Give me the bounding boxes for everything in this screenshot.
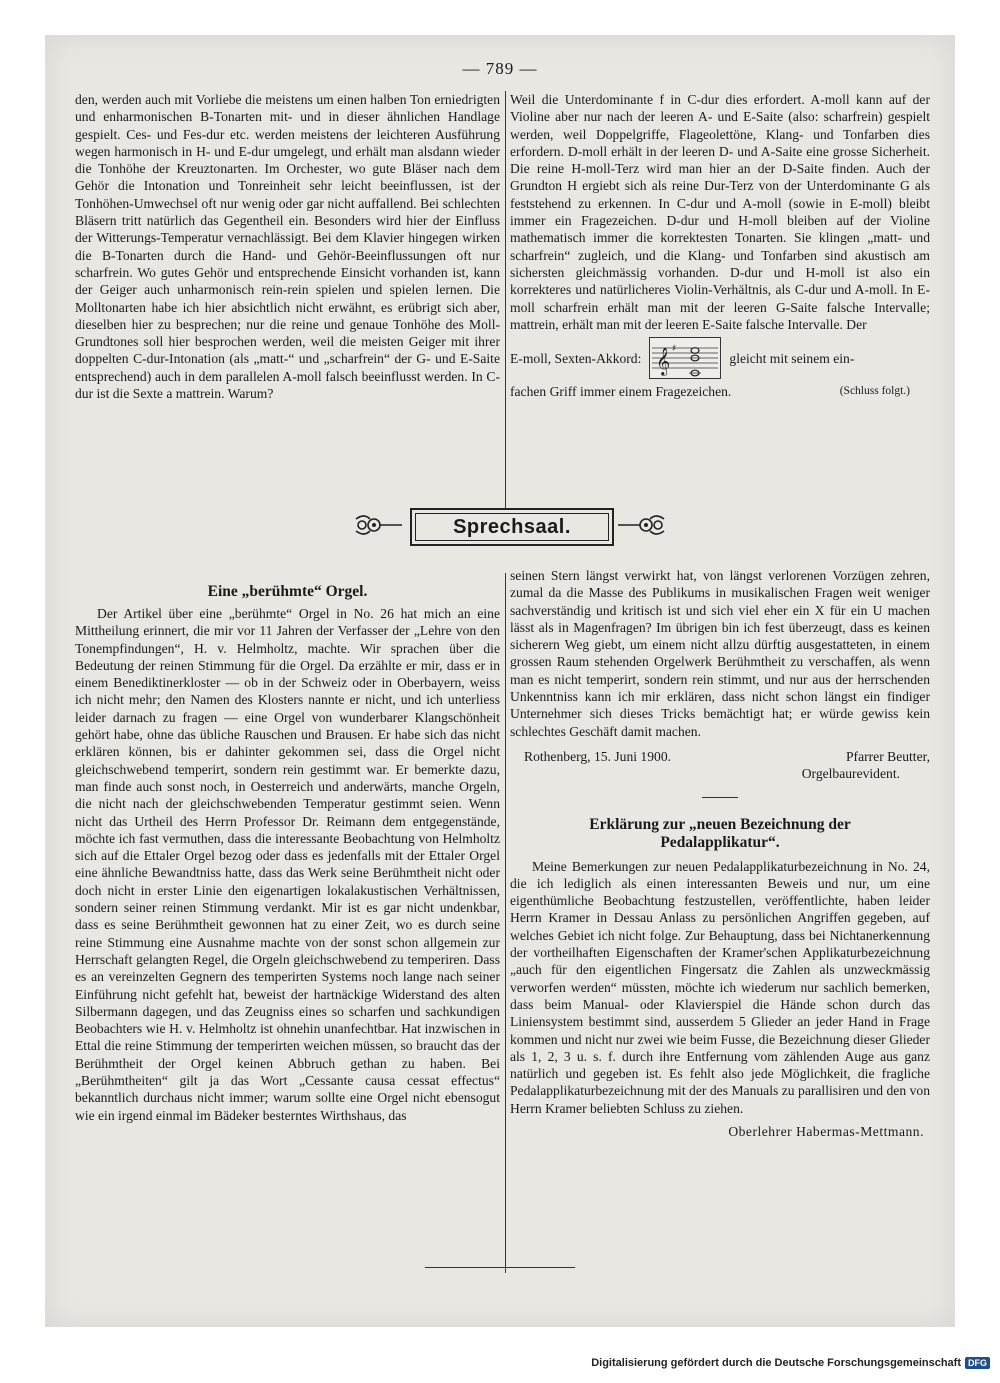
digitization-footer xyxy=(591,1357,990,1369)
dfg-logo: DFG xyxy=(965,1357,990,1369)
right-bottom-column xyxy=(510,567,930,1140)
music-example-line xyxy=(510,337,930,379)
continued-note: (Schluss folgt.) xyxy=(839,385,910,398)
music-suffix: gleicht mit seinem ein- xyxy=(729,350,855,366)
article1-text-right: seinen Stern längst verwirkt hat, von längst verlorenen Vorzügen zehren, zumal da die Masse des Publikums in musikalischen Fragen weit weniger sachverständig und kritisch ist und sich viel eher ein X für ein U machen lässt als in Magenfragen? Im übrigen bin ich fest überzeugt, dass es keinen sicherern Weg giebt, um einem nicht allzu dürftig ausgestatteten, in einem grossen Raum stehenden Orgelwerk Berühmtheit zu verschaffen, als wenn man es nicht temperirt, sondern rein stimmt, und nur aus der herrschenden Unkenntniss kann ich mir erklären, dass nicht schon längst ein findiger Unternehmer sich dieses Tricks bemächtigt hat; er würde gewiss kein schlechtes Geschäft damit machen. xyxy=(510,568,930,739)
footer-text: Digitalisierung gefördert durch die Deutsche Forschungsgemeinschaft xyxy=(591,1357,961,1369)
article1-left-column xyxy=(75,575,500,1124)
article2-author: Oberlehrer Habermas-Mettmann. xyxy=(728,1124,924,1140)
article1-place-date: Rothenberg, 15. Juni 1900. xyxy=(524,748,672,764)
top-right-last-line: fachen Griff immer einem Fragezeichen. xyxy=(510,384,732,400)
section-banner xyxy=(350,504,670,546)
chord-notation-icon xyxy=(649,337,721,379)
article2-text: Meine Bemerkungen zur neuen Pedalapplikaturbezeichnung in No. 24, die ich lediglich als einen interessanten Beweis und nur, um eine eigenthümliche Beobachtung festzustellen, veröffentlichte, haben leider Herrn Kramer in Dessau Anlass zu persönlichen Angriffen gegeben, auf welches Gebiet ich nicht folge. Zur Behauptung, dass bei Nichtanerkennung der vortheilhaften Eigenschaften der Kramer'schen Applikaturbezeichnung „auch für den eigentlichen Fingersatz die Zahlen als unzweckmässig verworfen werden“ müssten, möchte ich wiederum nur sachlich bemerken, dass beim Manual- oder Klavierspiel die Hände schon durch das Liniensystem bestimmt sind, ausserdem 5 Glieder an jeder Hand in Frage kommen und nicht nur zwei wie beim Fusse, die Bezeichnung dieser Glieder als 1, 2, 3 u. s. f. durch ihre Entfernung vom zählenden Auge aus ganz natürlich und gegeben ist. Es fehlt also jede Möglichkeit, die fragliche Pedalapplikaturbezeichnung mit der des Manuals zu parallisiren und den von Herrn Kramer beliebten Schluss zu ziehen. xyxy=(510,858,930,1116)
section-title-box xyxy=(410,508,614,546)
article1-author-role: Orgelbaurevident. xyxy=(801,766,900,782)
top-left-text: den, werden auch mit Vorliebe die meistens um einen halben Ton erniedrigten und enharmonischen B-Tonarten mit- und in dieser ähnlichen Handlage gespielt. Ces- und Fes-dur etc. werden meistens der leichteren Ausführung wegen harmonisch in H- und E-dur umgelegt, und erhält man alsdann wieder die Tonhöhe der Kreuztonarten. Im Orchester, wo gute Bläser nach dem Gehör die Intonation und Tonreinheit sehr leicht beeinflussen, ist der Tonhöhen-Umwechsel oft nur wenig oder gar nicht auffallend. Bei schlechten Bläsern tritt natürlich das Gegentheil ein. Besonders wird hier der Einfluss der Witterungs-Temperatur vernachlässigt. Bei dem Klavier hingegen wirken die B-Tonarten durch die Hand- und Gehör-Beeinflussungen oft nur scharfrein. Wo gutes Gehör und entsprechende Einsicht vorhanden ist, kann der Geiger auch unharmonisch rein-rein spielen und spielen lernen. Die Molltonarten habe ich hier absichtlich nicht erwähnt, es erübrigt sich aber, dieselben hier zu besprechen; nur die reine und genaue Tonhöhe des Moll-Grundtones soll hier besprochen werden, weil die meisten Geiger mit ihrer doppelten C-dur-Intonation (als „matt-“ und „scharfrein“ der G- und E-Saite entsprechend) auch in dem parallelen A-moll falsch beeinflusst werden. In C-dur ist die Sexte a mattrein. Warum? xyxy=(75,92,500,402)
top-right-text: Weil die Unterdominante f in C-dur dies erfordert. A-moll kann auf der Violine aber nur nach der leeren A- und E-Saite (also: scharfrein) gespielt werden, weil Doppelgriffe, Flageolettöne, Klang- und Tonfarben dies erfordern. D-moll erhält in der leeren D- und A-Saite eine grosse Sicherheit. Die reine H-moll-Terz wird man hier an der D-Saite finden. Auch der Grundton H ergiebt sich als reine Dur-Terz von der Unterdominante G als feststehend zu erkennen. In C-dur und A-moll (sowie in E-moll) bleibt immer ein Fragezeichen. D-dur und H-moll bleiben auf der Violine mathematisch immer die korrektesten Tonarten. Sie klingen „matt- und scharfrein“ zugleich, und die Klang- und Tonfarben sind akustisch am sichersten gleichmässig vorhanden. D-dur und H-moll ist also ein korrekteres und natürlicheres Violin-Verhältnis, als C-dur und A-moll. In E-moll scharfrein erhält man mit der leeren G-Saite falsche Intervalle; mattrein, erhält man mit der leeren E-Saite falsche Intervalle. Der xyxy=(510,92,930,332)
article2-title: Erklärung zur „neuen Bezeichnung der Pedalapplikatur“. xyxy=(589,815,851,851)
top-left-column xyxy=(75,91,500,511)
article-separator xyxy=(702,797,738,798)
column-divider-bottom xyxy=(505,573,506,1273)
page-number: — 789 — xyxy=(462,59,538,78)
article1-title: Eine „berühmte“ Orgel. xyxy=(207,583,368,600)
bottom-rule xyxy=(425,1267,575,1268)
article1-author-role-wrap xyxy=(510,765,930,782)
article2-author-wrap xyxy=(510,1123,930,1140)
music-prefix: E-moll, Sexten-Akkord: xyxy=(510,350,642,366)
section-title: Sprechsaal. xyxy=(453,515,571,538)
svg-text:𝄞: 𝄞 xyxy=(656,347,671,376)
top-right-column xyxy=(510,91,930,400)
svg-text:♯: ♯ xyxy=(672,344,677,355)
ornament-left-icon xyxy=(350,510,404,540)
top-right-last-line-wrap xyxy=(510,383,930,400)
column-divider-top xyxy=(505,91,506,511)
article1-author: Pfarrer Beutter, xyxy=(846,748,930,764)
ornament-right-icon xyxy=(616,510,670,540)
article1-signature xyxy=(510,748,930,765)
article1-text-left: Der Artikel über eine „berühmte“ Orgel in No. 26 hat mich an eine Mittheilung erinnert, die mir vor 11 Jahren der Verfasser der „Lehre von den Tonempfindungen“, H. v. Helmholtz, machte. Wir sprachen über die Bedeutung der reinen Stimmung für die Orgel. Da erzählte er mir, dass er in einem Benediktinerkloster — ob in der Schweiz oder in Oberbayern, weiss ich nicht mehr; den Namen des Klosters nannte er nicht, und ich unterliess leider darnach zu fragen — eine Orgel von wunderbarer Klangschönheit gehört habe, ohne das übliche Rauschen und Brausen. Er habe sich das nicht erklären können, bis er dahinter gekommen sei, dass die Orgel nicht gleichschwebend temperirt, sondern rein gestimmt war. Er bemerkte dazu, man finde auch sonst noch, in Oesterreich und anderwärts, manche Orgeln, die nicht nach der gleichschwebenden Temperatur gestimmt seien. Wenn nicht das Urtheil des Herrn Professor Dr. Reimann dem entgegenstände, möchte ich fast vermuthen, dass die interessante Beobachtung von Helmholtz sich auf die Ettaler Orgel bezog oder dass es jedenfalls mit der Ettaler Orgel eine ähnliche Bewandtniss hatte, dass das Werk seine Berühmtheit nicht oder doch nicht in erster Linie den eigenartigen lokalakustischen Verhältnissen, sondern seiner reinen Stimmung verdankt. Mir ist es gar nicht undenkbar, dass es seine Berühmtheit gewonnen hat zu einer Zeit, wo es durch seine reine Stimmung eine Ausnahme machte von der sonst schon allgemein zur Herrschaft gelangten Regel, die Orgeln gleichschwebend zu temperiren. Dass es an vereinzelten Gegnern des temperirten Systems noch lange nach seiner Einführung nicht gefehlt hat, beweist der hartnäckige Widerstand des alten Silbermann dagegen, und das Zeugniss eines so scharfen und sachkundigen Beobachters wie H. v. Helmholtz ist ohnehin unanfechtbar. Hat inzwischen in Ettal die reine Stimmung der temperirten weichen müssen, so braucht das der Berühmtheit der Orgel keinen Abbruch gethan zu haben. Bei „Berühmtheiten“ gilt ja das Wort „Cessante causa cessat effectus“ bekanntlich durchaus nicht immer; warum sollte eine Orgel nicht ebensogut wie ein irgend einmal im Bädeker besterntes Wirthshaus, das xyxy=(75,606,500,1123)
scanned-page xyxy=(45,35,955,1327)
